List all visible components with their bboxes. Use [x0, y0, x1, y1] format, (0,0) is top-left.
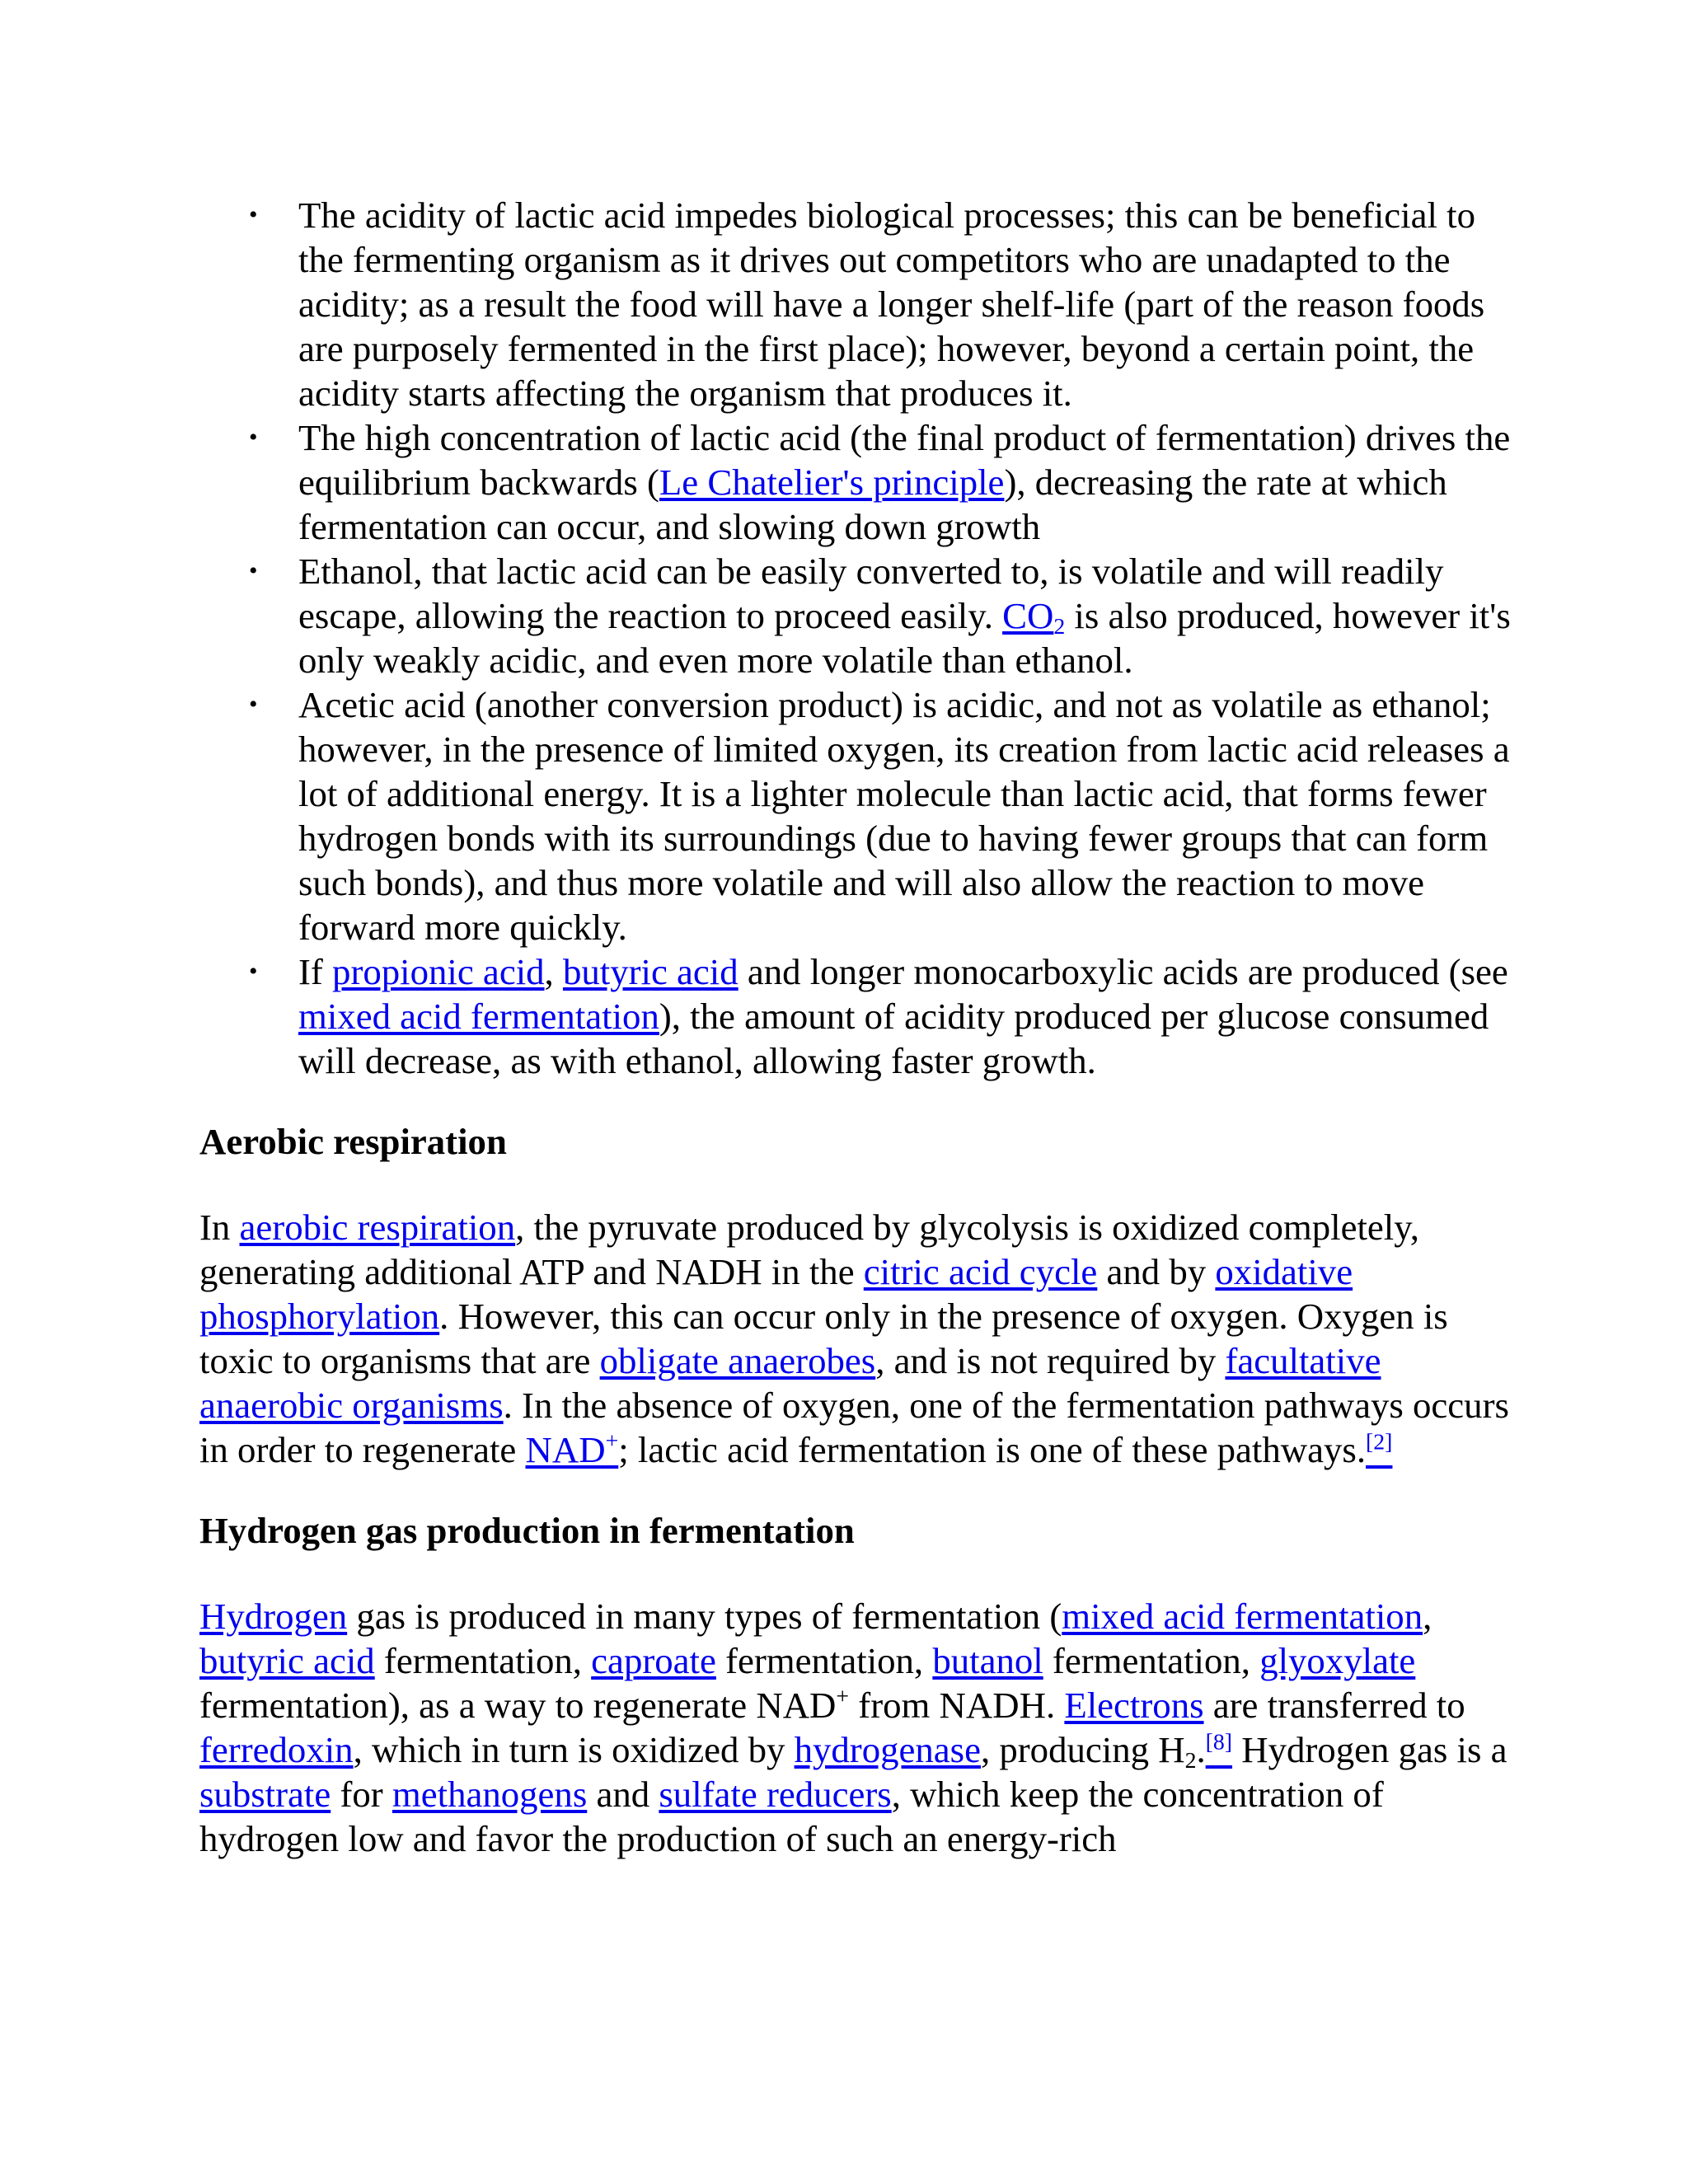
- link-electrons[interactable]: Electrons: [1064, 1685, 1204, 1726]
- citation-8[interactable]: [8]: [1205, 1729, 1233, 1755]
- link-ferredoxin[interactable]: ferredoxin: [199, 1729, 354, 1770]
- heading-aerobic-respiration: Aerobic respiration: [199, 1121, 507, 1162]
- link-propionic-acid[interactable]: propionic acid: [332, 951, 545, 992]
- link-mixed-acid-fermentation[interactable]: mixed acid fermentation: [298, 996, 659, 1037]
- bullet-icon: •: [249, 691, 258, 718]
- bullet-icon: •: [249, 201, 258, 228]
- link-glyoxylate[interactable]: glyoxylate: [1259, 1640, 1416, 1681]
- link-facultative-anaerobic-organisms[interactable]: facultative anaerobic organisms: [199, 1340, 1381, 1426]
- link-obligate-anaerobes[interactable]: obligate anaerobes: [599, 1340, 876, 1381]
- link-butanol[interactable]: butanol: [932, 1640, 1043, 1681]
- list-item: • Acetic acid (another conversion product) is acidic, and not as volatile as ethanol; however, in the presence of limited oxygen, its creation from lactic acid releases a lot of additional energy. It is a lighter molecule than lactic acid, that forms fewer hydrogen bonds with its surroundings (due to having fewer groups that can form such bonds), and thus more volatile and will also allow the reaction to move forward more quickly.: [249, 684, 1510, 948]
- link-aerobic-respiration[interactable]: aerobic respiration: [239, 1207, 516, 1248]
- link-sulfate-reducers[interactable]: sulfate reducers: [659, 1774, 892, 1815]
- bullet-icon: •: [249, 958, 258, 985]
- list-item: • The high concentration of lactic acid (the final product of fermentation) drives the equilibrium backwards (Le Chatelier's principle), decreasing the rate at which fermentation can occur, and slowing down growth: [249, 417, 1511, 547]
- document-content: [199, 193, 1518, 1861]
- link-butyric-acid-2[interactable]: butyric acid: [199, 1640, 375, 1681]
- link-nad-plus[interactable]: NAD+: [525, 1427, 619, 1470]
- link-butyric-acid[interactable]: butyric acid: [562, 951, 738, 992]
- link-caproate[interactable]: caproate: [591, 1640, 716, 1681]
- link-substrate[interactable]: substrate: [199, 1774, 331, 1815]
- link-oxidative-phosphorylation[interactable]: oxidative phosphorylation: [199, 1251, 1353, 1337]
- citation-2[interactable]: [2]: [1366, 1429, 1393, 1455]
- link-methanogens[interactable]: methanogens: [392, 1774, 588, 1815]
- paragraph-aerobic: In aerobic respiration, the pyruvate produced by glycolysis is oxidized completely, generating additional ATP and NADH in the citric acid cycle and by oxidative phosphorylation. However, this can occur only in the presence of oxygen. Oxygen is toxic to organisms that are obligate anaerobes, and is not required by facultative anaerobic organisms. In the absence of oxygen, one of the fermentation pathways occurs in order to regenerate NAD+; lactic acid fermentation is one of these pathways.[2]: [199, 1207, 1509, 1470]
- heading-hydrogen-gas: Hydrogen gas production in fermentation: [199, 1510, 855, 1551]
- paragraph-hydrogen: Hydrogen gas is produced in many types of fermentation (mixed acid fermentation, butyric acid fermentation, caproate fermentation, butanol fermentation, glyoxylate fermentation), as a way to regenerate NAD+ from NADH. Electrons are transferred to ferredoxin, which in turn is oxidized by hydrogenase, producing $H_2.[8]$ Hydrogen gas is a substrate for methanogens and sulfate reducers, which keep the concentration of hydrogen low and favor the production of such an energy-rich: [199, 1596, 1507, 1859]
- bullet-icon: •: [249, 557, 258, 584]
- link-co2[interactable]: $CO_2$: [1002, 595, 1066, 640]
- bullet-list: [199, 193, 1518, 1083]
- link-hydrogen[interactable]: Hydrogen: [199, 1596, 348, 1637]
- list-item: • If propionic acid, butyric acid and longer monocarboxylic acids are produced (see mixed acid fermentation), the amount of acidity produced per glucose consumed will decrease, as with ethanol, allowing faster growth.: [249, 951, 1508, 1081]
- link-citric-acid-cycle[interactable]: citric acid cycle: [863, 1251, 1098, 1292]
- list-item: • Ethanol, that lactic acid can be easily converted to, is volatile and will readily escape, allowing the reaction to proceed easily. $CO_2$ is also produced, however it's only weakly acidic, and even more volatile than ethanol.: [249, 551, 1511, 681]
- link-le-chatelier[interactable]: Le Chatelier's principle: [659, 462, 1005, 503]
- list-item: • The acidity of lactic acid impedes biological processes; this can be beneficial to the fermenting organism as it drives out competitors who are unadapted to the acidity; as a result the food will have a longer shelf-life (part of the reason foods are purposely fermented in the first place); however, beyond a certain point, the acidity starts affecting the organism that produces it.: [249, 194, 1485, 414]
- link-hydrogenase[interactable]: hydrogenase: [794, 1729, 981, 1770]
- link-mixed-acid-fermentation-2[interactable]: mixed acid fermentation: [1062, 1596, 1423, 1637]
- bullet-icon: •: [249, 424, 258, 451]
